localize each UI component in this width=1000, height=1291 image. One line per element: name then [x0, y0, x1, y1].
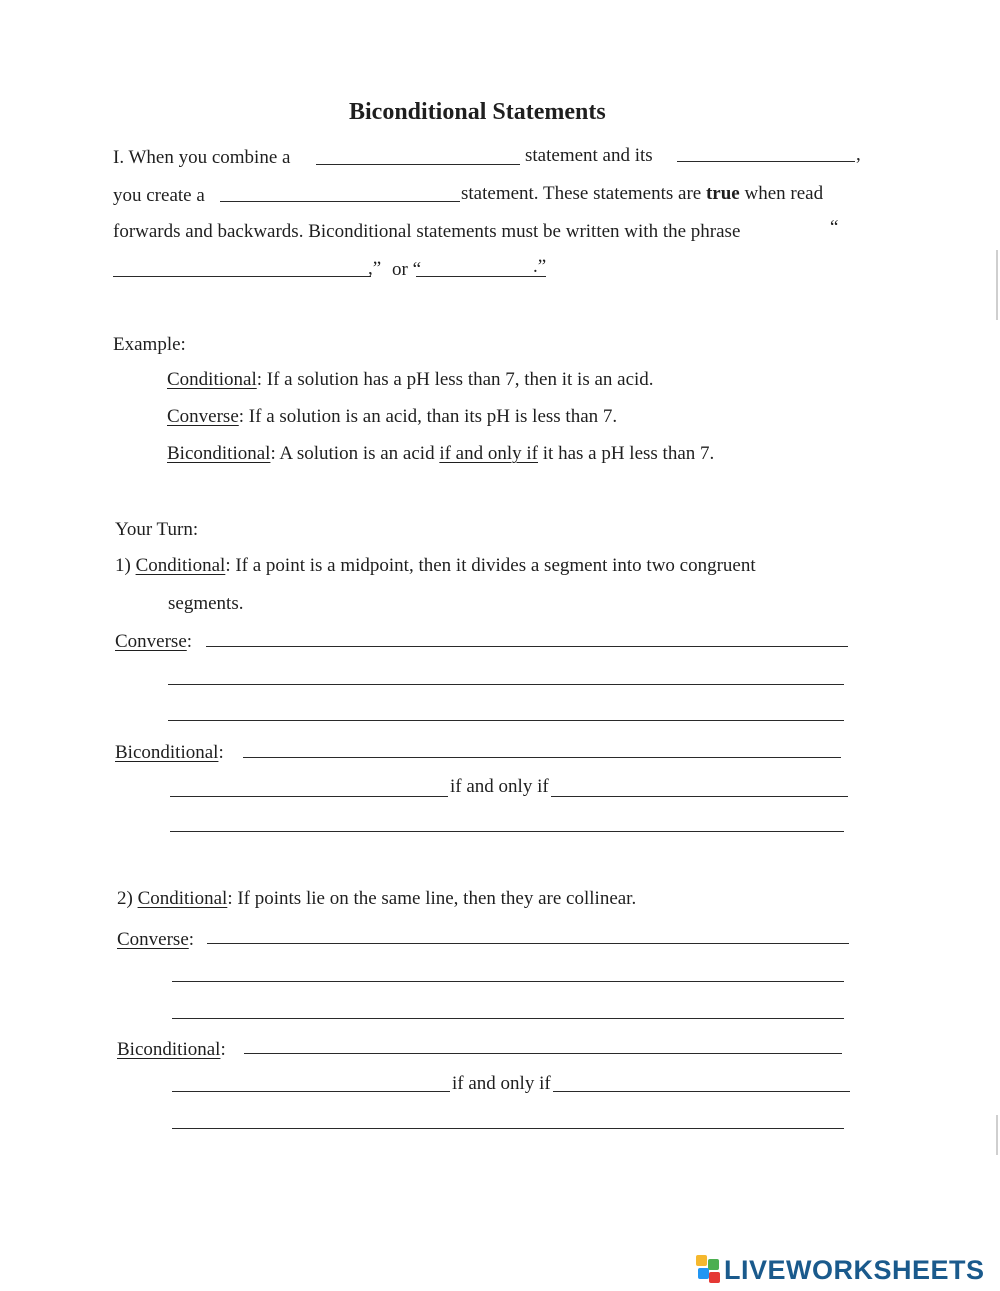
q2-biconditional — [117, 1038, 226, 1062]
brand-name: LIVEWORKSHEETS — [724, 1254, 985, 1285]
example-converse-text: : If a solution is an acid, than its pH is less than 7. — [238, 406, 618, 427]
example-conditional-label: Conditional — [167, 369, 257, 390]
intro-line4-end: .” — [533, 256, 547, 277]
q1-bicond-colon: : — [218, 742, 224, 763]
blank-conditional[interactable] — [316, 164, 520, 165]
q1-converse-colon: : — [186, 631, 193, 652]
your-turn-heading: Your Turn: — [115, 519, 199, 540]
q2-converse-line-2[interactable] — [172, 981, 844, 982]
q1-conditional-label: Conditional — [135, 555, 226, 576]
q2-bicond-label: Biconditional — [117, 1039, 221, 1060]
intro-line3: forwards and backwards. Biconditional statements must be written with the phrase — [113, 221, 741, 242]
intro-open-quote: “ — [830, 217, 839, 238]
q2-converse-line-3[interactable] — [172, 1018, 844, 1019]
intro-line2-text: statement. These statements are — [461, 183, 702, 204]
q2-bicond-line-3[interactable] — [172, 1128, 844, 1129]
q1-conditional-text-2: segments. — [168, 593, 244, 614]
q2-number: 2) — [117, 888, 133, 909]
example-conditional-text: : If a solution has a pH less than 7, then it is an acid. — [256, 369, 654, 390]
cubes-icon — [696, 1255, 722, 1285]
example-bicond-label: Biconditional — [167, 443, 271, 464]
blank-converse[interactable] — [677, 161, 855, 162]
q2-bicond-colon: : — [220, 1039, 226, 1060]
q1-converse-label: Converse — [115, 631, 187, 652]
intro-line2-mid — [461, 182, 823, 206]
example-biconditional — [167, 442, 714, 466]
q2-converse-line-1[interactable] — [207, 943, 849, 944]
intro-line2-start: you create a — [113, 185, 205, 206]
q1-bicond-line-1[interactable] — [243, 757, 841, 758]
scan-mark-1 — [996, 250, 998, 320]
q1-converse-line-2[interactable] — [168, 684, 844, 685]
intro-true-word: true — [705, 183, 740, 204]
q1-converse — [115, 630, 192, 654]
example-converse-label: Converse — [167, 406, 239, 427]
q2-conditional-text: : If points lie on the same line, then they are collinear. — [227, 888, 637, 909]
q2-converse-label: Converse — [117, 929, 189, 950]
example-converse — [167, 405, 617, 429]
example-bicond-text-b: it has a pH less than 7. — [542, 443, 715, 464]
scan-mark-2 — [996, 1115, 998, 1155]
q1-conditional-text: : If a point is a midpoint, then it divides a segment into two congruent — [225, 555, 756, 576]
q1-bicond-line-3[interactable] — [170, 831, 844, 832]
blank-biconditional[interactable] — [220, 201, 460, 202]
q1-bicond-label: Biconditional — [115, 742, 219, 763]
intro-line1-mid: statement and its — [525, 145, 653, 166]
blank-phrase-2[interactable] — [416, 276, 546, 277]
intro-line4-close-quote: ,” — [368, 258, 382, 279]
q2-converse-colon: : — [188, 929, 195, 950]
q2-converse — [117, 928, 194, 952]
liveworksheets-logo — [696, 1253, 985, 1287]
q1-converse-line-1[interactable] — [206, 646, 848, 647]
q2-conditional-label: Conditional — [137, 888, 228, 909]
example-heading: Example: — [113, 334, 186, 355]
intro-line1-start: I. When you combine a — [113, 147, 291, 168]
q2-bicond-line-1[interactable] — [244, 1053, 842, 1054]
intro-line1-comma: , — [856, 144, 861, 165]
q1-converse-line-3[interactable] — [168, 720, 844, 721]
q1-conditional — [115, 554, 756, 578]
blank-phrase-1[interactable] — [113, 276, 371, 277]
example-conditional — [167, 368, 654, 392]
example-bicond-text-a: : A solution is an acid — [270, 443, 435, 464]
q1-number: 1) — [115, 555, 131, 576]
intro-line4-or: or “ — [392, 259, 422, 280]
q2-conditional — [117, 887, 636, 911]
example-iff: if and only if — [439, 443, 539, 464]
q1-iff: if and only if — [450, 776, 549, 797]
page-title: Biconditional Statements — [349, 99, 606, 125]
intro-line2-end: when read — [744, 183, 824, 204]
q2-iff: if and only if — [452, 1073, 551, 1094]
q1-biconditional — [115, 741, 224, 765]
